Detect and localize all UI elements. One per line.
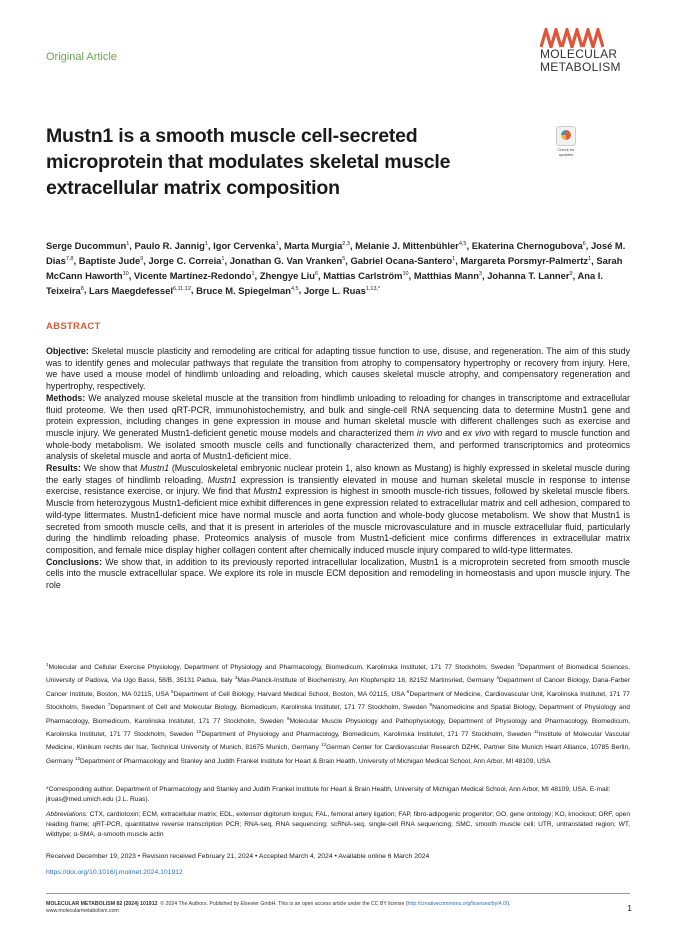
author-affiliation-sup: 2,3 — [342, 241, 350, 247]
author-affiliation-sup: 1 — [275, 241, 279, 247]
author[interactable] — [460, 255, 591, 266]
check-updates-line2: updates — [558, 152, 574, 157]
objective-text: Skeletal muscle plasticity and remodeling are critical for adapting tissue function to use, disuse, and regeneration. The aim of this study was to identify genes and molecular pathways that regulate the transition from atrophy to compensatory hypertrophy or recovery from injury. Here, we have used a mouse model of hindlimb unloading and reloading, which causes skeletal muscle atrophy, and compensatory regeneration and hypertrophy, respectively. — [46, 346, 630, 392]
author-name: Mattias Carlström — [323, 269, 403, 281]
journal-logo[interactable] — [534, 28, 654, 74]
author-name: Gabriel Ocana-Santero — [350, 254, 453, 266]
author[interactable] — [260, 270, 318, 281]
author[interactable] — [351, 255, 456, 266]
author-affiliation-sup: 3 — [478, 270, 482, 277]
page-number: 1 — [627, 903, 632, 913]
journal-citation: MOLECULAR METABOLISM 82 (2024) 101912 — [46, 901, 158, 907]
results-text-1: We show that — [83, 463, 138, 474]
methods-ex-vivo: ex vivo — [462, 427, 491, 438]
author[interactable] — [89, 285, 191, 296]
author-affiliation-sup: 1,13,* — [365, 285, 381, 292]
methods-text-2: with regard to muscle function and whole-body metabolism. We isolated smooth muscle cells and functionally characterized them, and performed transcriptomics and proteomics analysis of skeletal muscle and aorta of Mustn1-deficient mice. — [46, 427, 630, 462]
check-for-updates-icon — [556, 126, 576, 146]
affiliation-number: 6 — [406, 688, 410, 694]
author-affiliation-sup: 10 — [402, 270, 409, 277]
author-name: Matthias Mann — [413, 269, 479, 281]
author-name: Margareta Porsmyr-Palmertz — [460, 254, 589, 266]
affiliation-number: 4 — [496, 675, 499, 681]
conclusions-label: Conclusions: — [46, 556, 103, 567]
affiliation-number: 5 — [171, 688, 174, 694]
affiliation-number: 9 — [287, 715, 290, 721]
author[interactable] — [284, 240, 350, 251]
author-name: Vicente Martínez-Redondo — [133, 269, 252, 281]
author-name: Sarah McCann Haworth — [46, 254, 623, 281]
molecular-metabolism-logo-icon — [540, 28, 604, 48]
author[interactable] — [414, 270, 482, 281]
affiliation-text: German Center for Cardiovascular Research DZHK, Partner Site Munich Heart Alliance, 10785 Berlin, Germany — [46, 744, 630, 765]
affiliation-text: Nanomedicine and Spatial Biology, Department of Physiology and Pharmacology, Biomedicum, Karolinska Institutet, 171 77 Stockholm, Sweden — [46, 704, 630, 725]
author-affiliation-sup: 1 — [204, 241, 208, 247]
author-name: Igor Cervenka — [213, 240, 276, 252]
affiliation-number: 8 — [429, 702, 433, 708]
methods-label: Methods: — [46, 392, 86, 403]
affiliation-number: 3 — [234, 675, 238, 681]
results-label: Results: — [46, 463, 81, 474]
affiliation-text: Department of Pharmacology and Stanley and Judith Frankel Institute for Heart & Brain Health, University of Michigan Medical School, Ann Arbor, MI 48109, USA — [79, 757, 551, 765]
author-affiliation-sup: 4,5 — [290, 285, 299, 292]
affiliation-number: 11 — [534, 728, 539, 734]
author-name: Marta Murgia — [283, 240, 343, 252]
author[interactable] — [472, 240, 586, 251]
gene-name: Mustn1 — [207, 474, 237, 485]
author-affiliation-sup: 8 — [80, 285, 84, 292]
corresponding-author: *Corresponding author. Department of Pharmacology and Stanley and Judith Frankel Institute for Heart & Brain Health, University of Michigan Medical School, Ann Arbor, MI 48109, USA. E-mail: jlruas@med.umich.edu (J.L. Ruas). — [46, 786, 611, 803]
author-affiliation-sup: 6 — [582, 241, 586, 247]
affiliation-text: Institute of Molecular Vascular Medicine, Klinikum rechts der Isar, Technical University of Munich, 81675 Munich, Germany — [46, 731, 630, 752]
author-affiliation-sup: 1 — [221, 255, 225, 262]
author-name: Baptiste Jude — [78, 254, 141, 266]
logo-line-1: MOLECULAR — [540, 47, 618, 61]
author-affiliation-sup: 1 — [126, 241, 130, 247]
author-name: Jorge C. Correia — [148, 254, 222, 266]
affiliation-number: 13 — [74, 755, 80, 761]
affiliation-text: Department of Physiology and Pharmacology, Biomedicum, Karolinska Institutet, 171 77 Stockholm, Sweden — [201, 731, 531, 739]
abstract-conclusions — [46, 557, 630, 592]
methods-and: and — [445, 427, 460, 438]
gene-name: Mustn1 — [253, 486, 283, 497]
author[interactable] — [135, 240, 208, 251]
affiliation-text: Department of Cancer Biology, Dana-Farber Cancer Institute, Boston, MA 02115, USA — [46, 677, 630, 698]
author[interactable] — [487, 270, 572, 281]
author-name: Paulo R. Jannig — [134, 240, 205, 252]
author[interactable] — [355, 240, 466, 251]
affiliation-text: Molecular Muscle Physiology and Pathophysiology, Department of Physiology and Pharmacology, Biomedicum, Karolinska Institutet, 171 77 Stockholm, Sweden — [46, 717, 630, 739]
author-name: Zhengye Liu — [259, 269, 315, 281]
abbreviations-text: CTX, cardiotoxin; ECM, extracellular matrix; EDL, extensor digitorum longus; FAL, femoral artery ligation; FAP, fibro-adipogenic progenitor; GO, gene ontology; KO, knockout; ORF, open reading frame; qRT-PCR, quantitative reverse transcription PCR; RNA-seq, RNA sequencing; scRNA-seq, single-cell RNA sequencing; SMC, smooth muscle cell; UTR, untranslated region; WT, wildtype; α-SMA, α-smooth muscle actin — [46, 811, 630, 838]
results-text-4: expression is highest in smooth muscle-rich tissues, followed by skeletal muscle fibers. Muscle from heterozygous Mustn1-deficient mice exhibit differences in gene expression related to extracellular matrix and cell adhesion, compared to wild-type littermates. Mustn1-deficient mice have normal muscle and aorta function and whole-body glucose metabolism. We show that Mustn1 is secreted from smooth muscle cells, and that it is present in arterioles of the muscle microvasculature and in muscle extracellular fluid, particularly during the hindlimb reloading phase. Proteomics analysis of muscle from Mustn1-deficient mice confirms differences in extracellular matrix composition, and female mice display higher collagen content after chemically induced muscle injury compared to wild-type littermates. — [46, 486, 630, 555]
article-title: Mustn1 is a smooth muscle cell-secreted microprotein that modulates skeletal muscle extracellular matrix composition — [46, 125, 451, 199]
abstract-methods — [46, 393, 630, 463]
gene-name: Mustn1 — [140, 463, 170, 474]
affiliation-text: Max-Planck-Institute of Biochemistry, Am Klopferspitz 18, 82152 Martinsried, Germany — [237, 677, 494, 685]
abstract-objective — [46, 346, 630, 393]
author-affiliation-sup: 6,11,12 — [172, 285, 191, 292]
check-updates-line1: Check for — [557, 147, 575, 152]
abstract-heading: ABSTRACT — [46, 321, 101, 332]
section-label: Original Article — [46, 51, 117, 63]
affiliation-text: Department of Cell and Molecular Biology, Biomedicum, Karolinska Institutet, 171 77 Stockholm, Sweden — [110, 704, 427, 712]
author-name: José M. Dias — [46, 240, 626, 266]
page-footer — [46, 901, 606, 915]
methods-in-vivo: in vivo — [416, 427, 443, 438]
author-affiliation-sup: 4,5 — [458, 241, 467, 247]
affiliation-number: 10 — [196, 728, 202, 734]
affiliations — [46, 660, 630, 767]
methods-text-1: We analyzed mouse skeletal muscle at the transition from hindlimb unloading to reloading for changes in transcriptome and extracellular fluid proteome. We then used qRT-PCR, immunohistochemistry, and bulk and single-cell RNA sequencing data to determine Mustn1 gene and protein expression, including changes in gene expression in mouse and human skeletal muscle with different challenges such as exercise and muscle injury. We generated Mustn1-deficient genetic mouse models and characterized them — [46, 392, 630, 438]
affiliation-number: 12 — [321, 742, 327, 748]
affiliation-number: 7 — [107, 702, 111, 708]
footer-divider — [46, 893, 630, 894]
affiliation-text: Department of Biomedical Sciences, University of Padova, Via Ugo Bassi, 58/B, 35131 Padua, Italy — [46, 664, 630, 685]
author-affiliation-sup: 9 — [569, 270, 573, 277]
affiliation-text: Department of Cell Biology, Harvard Medical School, Boston, MA 02115, USA — [173, 690, 405, 698]
author-affiliation-sup: 10 — [122, 270, 129, 277]
author-affiliation-sup: 6 — [314, 270, 319, 277]
results-text-2: (Musculoskeletal embryonic nuclear protein 1, also known as Mustang) is highly expressed in skeletal muscle during the early stages of hindlimb reloading. — [46, 463, 630, 485]
author-name: Jorge L. Ruas — [303, 284, 366, 296]
affiliation-text: Department of Medicine, Cardiovascular Unit, Karolinska Institutet, 171 77 Stockholm, Sweden — [46, 690, 630, 712]
author-affiliation-sup: 1 — [452, 255, 456, 262]
author-name: Bruce M. Spiegelman — [196, 284, 291, 296]
author-name: Jonathan G. Van Vranken — [229, 254, 343, 266]
author-affiliation-sup: 9 — [140, 255, 144, 262]
author-affiliation-sup: 1 — [251, 270, 255, 277]
check-for-updates-button[interactable] — [552, 126, 580, 157]
objective-label: Objective: — [46, 346, 89, 356]
author-name: Ana I. Teixeira — [46, 269, 603, 296]
author-affiliation-sup: 1 — [588, 255, 592, 262]
results-text-3: expression is transiently elevated in mouse and human skeletal muscle in response to intense exercise, resistance exercise, or injury. We find that — [46, 474, 630, 497]
author-affiliation-sup: 7,8 — [65, 255, 74, 262]
author[interactable] — [79, 255, 144, 266]
author-affiliation-sup: 5 — [342, 255, 346, 262]
author-list: Serge Ducommun$^1$, Paulo R. Jannig$^1$, Igor Cervenka$^1$, Marta Murgia$^{2,3}$, Melanie J. Mittenbühler$^{4,5}$, Ekaterina Chernogubova$^6$, José M. Dias$^{7,8}$, Baptiste Jude$^9$, Jorge C. Correia$^1$, Jonathan G. Van Vranken$^5$, Gabriel Ocana-Santero$^1$, Margareta Porsmyr-Palmertz$^1$, Sarah McCann Haworth$^{10}$, Vicente Martínez-Redondo$^1$, Zhengye Liu$^6$, Mattias Carlström$^{10}$, Matthias Mann$^3$, Johanna T. Lanner$^9$, Ana I. Teixeira$^8$, Lars Maegdefessel$^{6,11,12}$, Bruce M. Spiegelman$^{4,5}$, Jorge L. Ruas$^{1,13,*}$ — [46, 240, 626, 296]
affiliation-number: 1 — [46, 662, 49, 667]
author[interactable] — [148, 255, 224, 266]
abstract-results — [46, 463, 630, 557]
author-name: Ekaterina Chernogubova — [471, 240, 583, 252]
author-name: Lars Maegdefessel — [89, 284, 173, 296]
website-link[interactable]: www.molecularmetabolism.com — [46, 908, 119, 914]
abbreviations — [46, 810, 630, 840]
abstract-body — [46, 346, 630, 592]
author[interactable] — [213, 240, 279, 251]
copyright-end: ). — [507, 901, 511, 907]
affiliation-number: 2 — [517, 662, 521, 667]
doi-link[interactable]: https://doi.org/10.1016/j.molmet.2024.101912 — [46, 869, 183, 876]
conclusions-text: We show that, in addition to its previously reported intracellular localization, Mustn1 is a microprotein secreted from smooth muscle cells into the muscle extracellular space. We explore its role in muscle ECM deposition and remodeling in homeostasis and upon muscle injury. The role — [46, 556, 630, 591]
author[interactable] — [304, 285, 380, 296]
author[interactable] — [196, 285, 298, 296]
author[interactable] — [46, 240, 129, 251]
author[interactable] — [230, 255, 346, 266]
copyright-text: © 2024 The Authors. Published by Elsevier GmbH. This is an open access article under the CC BY license ( — [160, 901, 408, 907]
affiliation-text: Molecular and Cellular Exercise Physiology, Department of Physiology and Pharmacology, Biomedicum, Karolinska Institutet, 171 77 Stockholm, Sweden — [48, 664, 515, 672]
license-link[interactable]: http://creativecommons.org/licenses/by/4.0/ — [407, 901, 508, 907]
author-name: Serge Ducommun — [46, 240, 127, 252]
author[interactable] — [134, 270, 255, 281]
author-name: Melanie J. Mittenbühler — [355, 240, 459, 252]
abbreviations-label: Abbreviations: — [46, 811, 88, 818]
author-name: Johanna T. Lanner — [487, 269, 570, 281]
received-dates: Received December 19, 2023 • Revision received February 21, 2024 • Accepted March 4, 2024 • Available online 6 March 2024 — [46, 853, 430, 860]
logo-line-2: METABOLISM — [540, 60, 621, 74]
author[interactable] — [323, 270, 408, 281]
